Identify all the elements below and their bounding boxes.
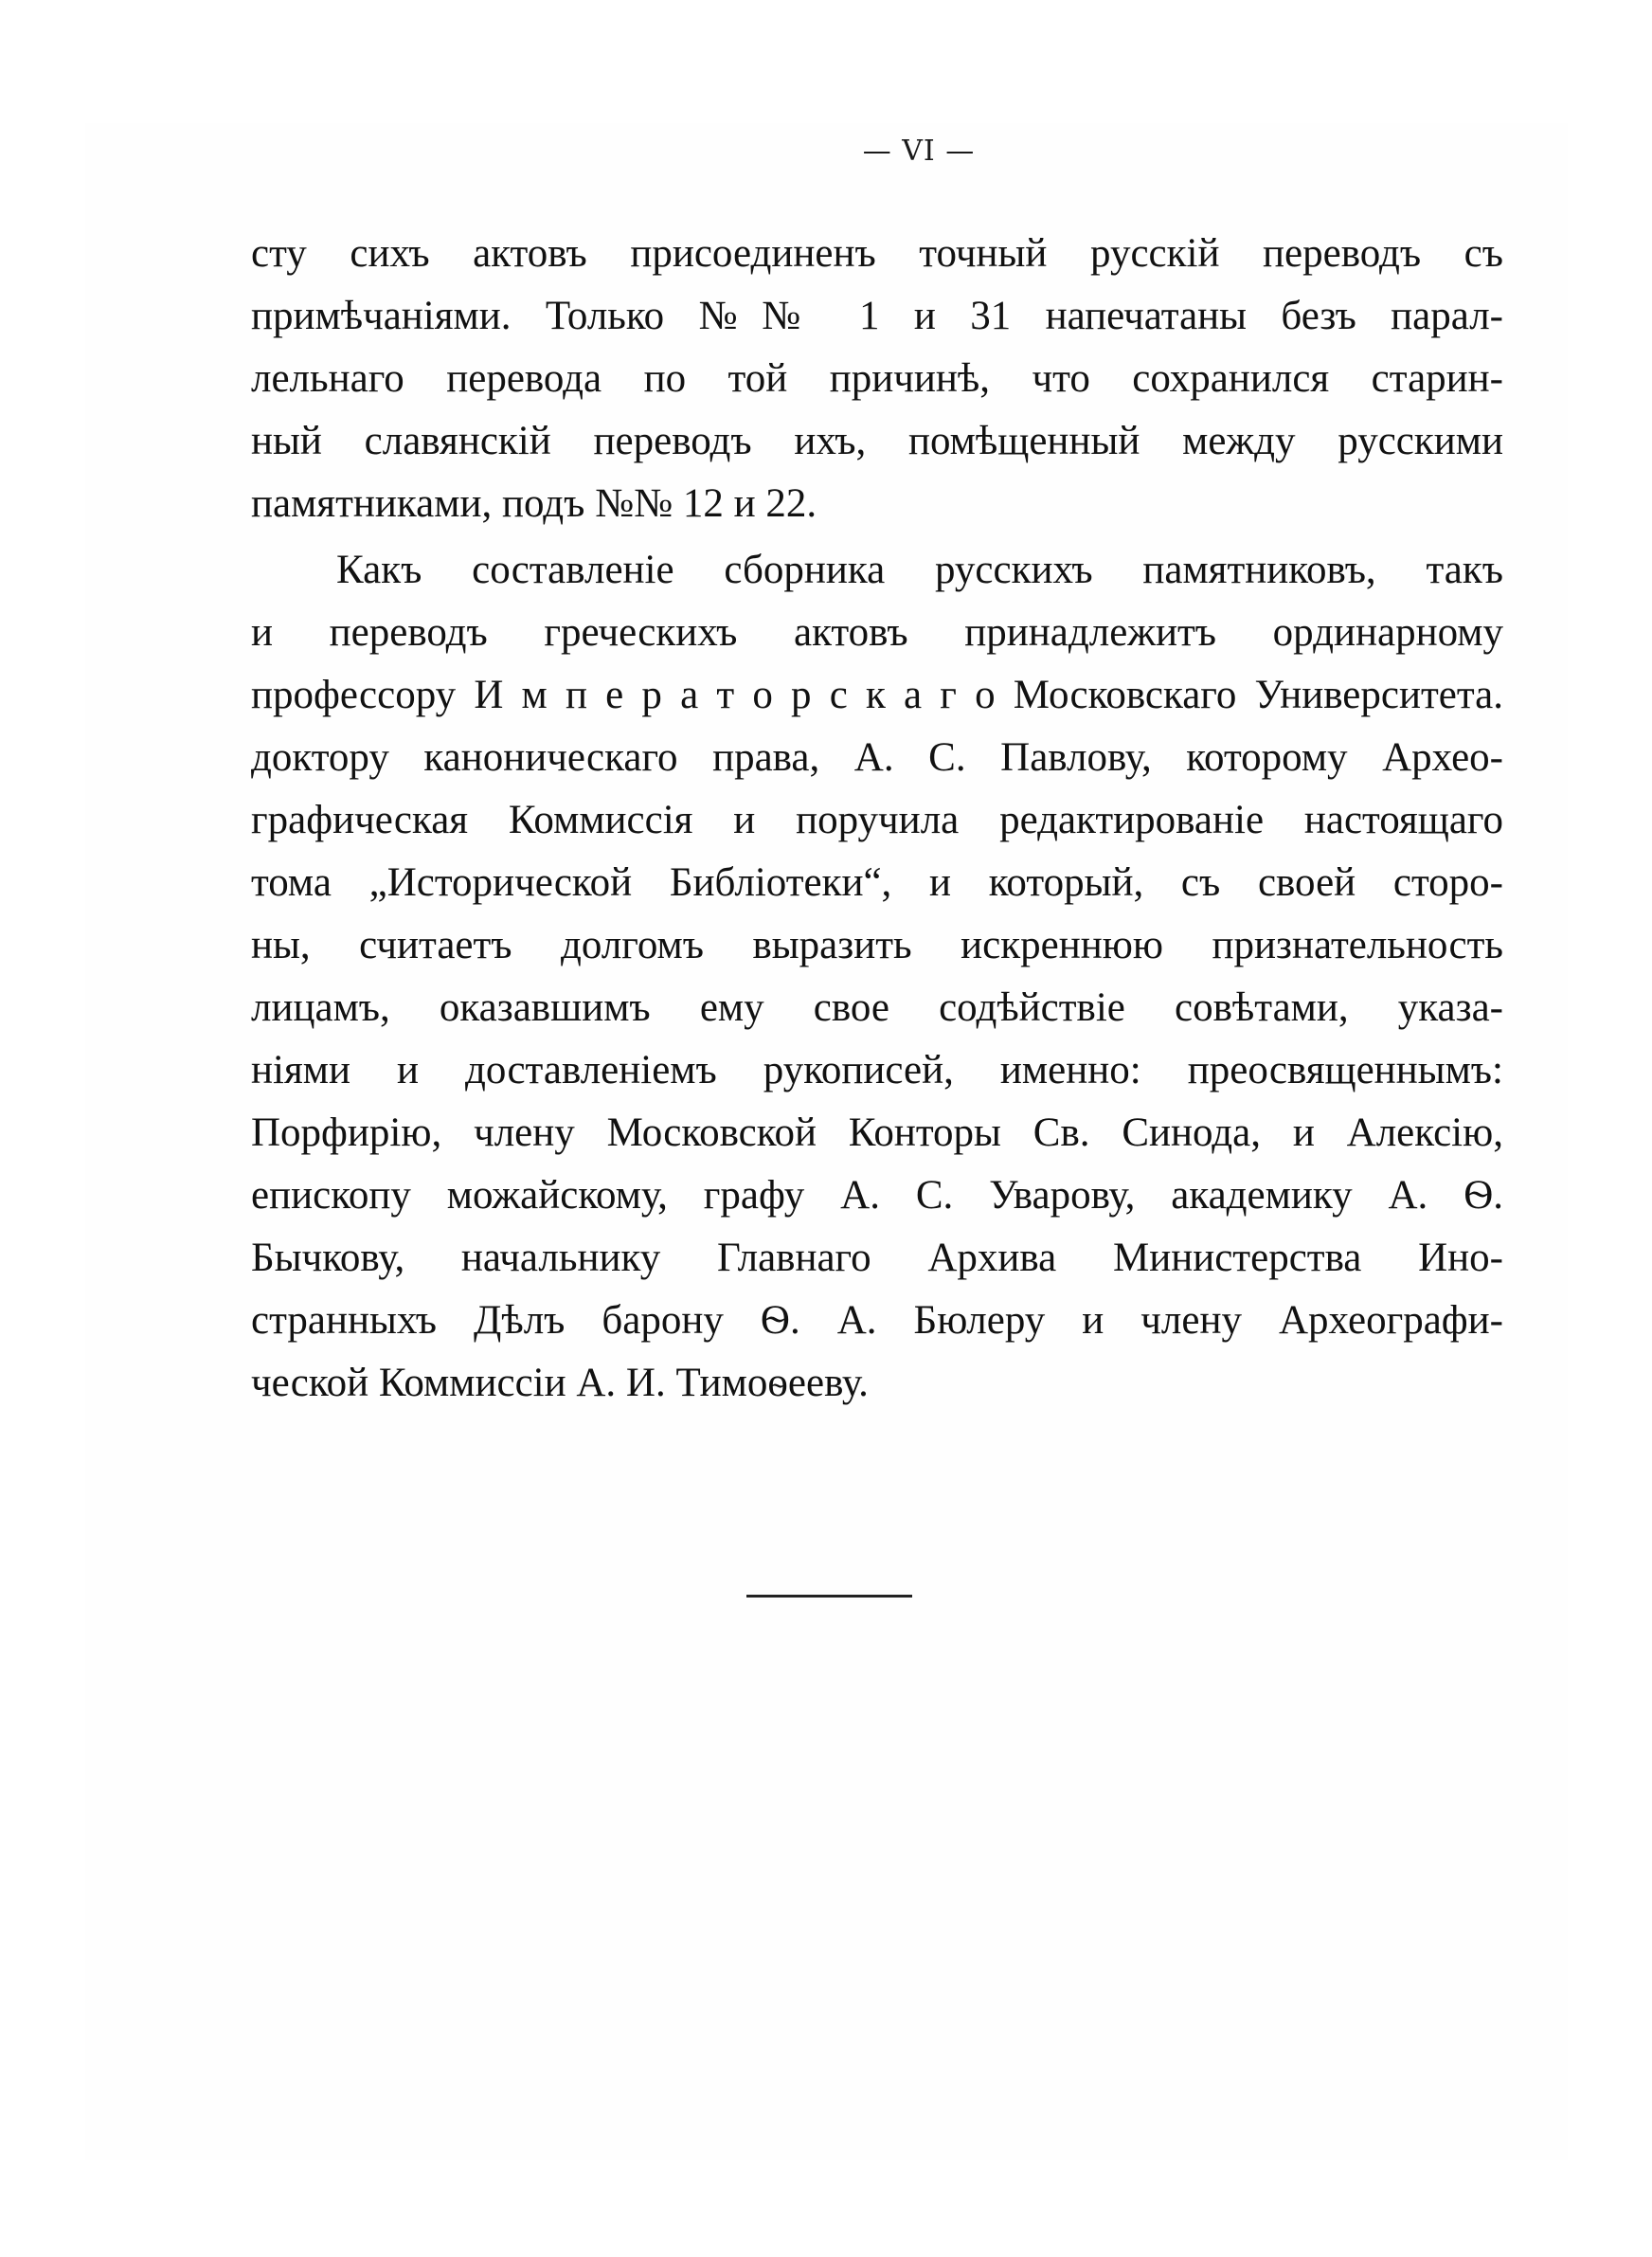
- text-line: сту сихъ актовъ присоединенъ точный русскій переводъ съ: [251, 231, 1503, 276]
- text-line: и переводъ греческихъ актовъ принадлежитъ ординарному: [251, 610, 1503, 655]
- text-line: тома „Исторической Библіотеки“, и который, съ своей сторо-: [251, 860, 1503, 905]
- closing-rule: [746, 1595, 912, 1598]
- text-line: доктору каноническаго права, А. С. Павлову, которому Архео-: [251, 735, 1503, 780]
- text-line: ный славянскій переводъ ихъ, помѣщенный между русскими: [251, 419, 1503, 463]
- document-page: [85, 123, 1568, 2160]
- text-line: Порфирію, члену Московской Конторы Св. Синода, и Алексію,: [251, 1110, 1503, 1155]
- text-line: Бычкову, начальнику Главнаго Архива Министерства Ино-: [251, 1236, 1503, 1280]
- body-text: [251, 223, 1503, 1415]
- page-number: — VI —: [862, 135, 976, 168]
- text-line: лельнаго перевода по той причинѣ, что сохранился старин-: [251, 356, 1503, 401]
- text-line: профессору И м п е р а т о р с к а г о Московскаго Университета.: [251, 673, 1503, 717]
- text-line: ніями и доставленіемъ рукописей, именно: преосвященнымъ:: [251, 1048, 1503, 1092]
- text-line: Какъ составленіе сборника русскихъ памятниковъ, такъ: [336, 548, 1503, 592]
- paragraph-2: [251, 539, 1503, 1415]
- text-line: епископу можайскому, графу А. С. Уварову, академику А. Ѳ.: [251, 1173, 1503, 1218]
- text-line: лицамъ, оказавшимъ ему свое содѣйствіе совѣтами, указа-: [251, 985, 1503, 1030]
- text-line: ны, считаетъ долгомъ выразить искреннюю признательность: [251, 923, 1503, 967]
- text-line: странныхъ Дѣлъ барону Ѳ. А. Бюлеру и члену Археографи-: [251, 1298, 1503, 1343]
- text-line: памятниками, подъ №№ 12 и 22.: [251, 481, 817, 526]
- paragraph-1: [251, 223, 1503, 535]
- text-line: графическая Коммиссія и поручила редактированіе настоящаго: [251, 798, 1503, 842]
- text-line: примѣчаніями. Только №№ 1 и 31 напечатаны безъ парал-: [251, 294, 1503, 338]
- text-line: ческой Коммиссіи А. И. Тимоѳееву.: [251, 1361, 869, 1405]
